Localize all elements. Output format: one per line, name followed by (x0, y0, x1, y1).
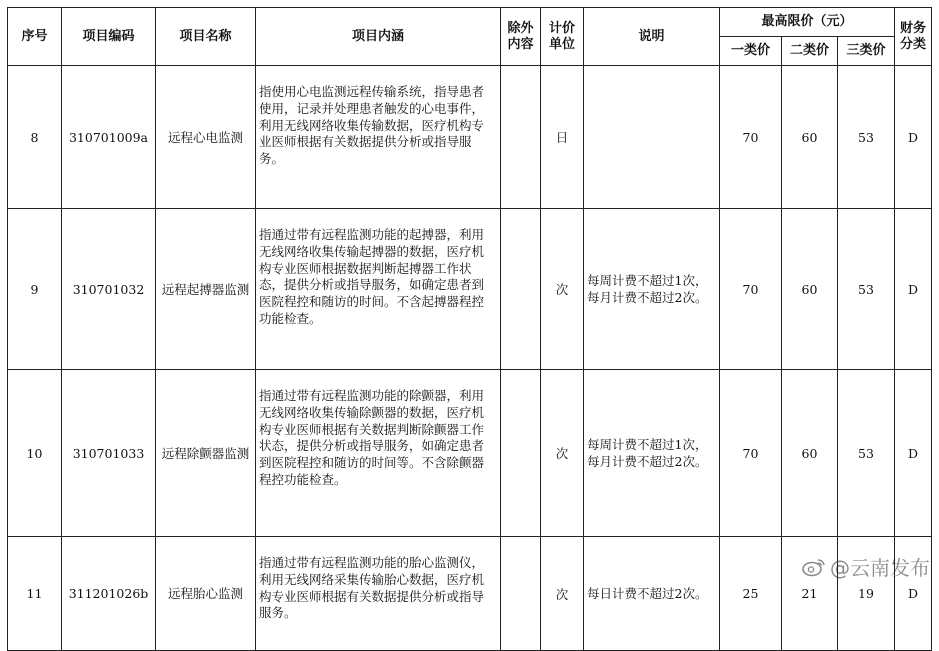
cell-note: 每周计费不超过1次，每月计费不超过2次。 (584, 209, 720, 370)
cell-code: 310701032 (62, 209, 156, 370)
cell-finance: D (895, 537, 932, 651)
cell-class2: 60 (782, 209, 838, 370)
cell-class3: 53 (838, 370, 895, 537)
table-row (8, 370, 932, 537)
cell-excluded (501, 209, 541, 370)
cell-class2: 21 (782, 537, 838, 651)
cell-content: 指使用心电监测远程传输系统，指导患者使用，记录并处理患者触发的心电事件，利用无线网络收集传输数据，医疗机构专业医师根据有关数据提供分析或指导服务。 (256, 66, 501, 209)
cell-content: 指通过带有远程监测功能的除颤器，利用无线网络收集传输除颤器的数据，医疗机构专业医师根据有关数据判断除颤器工作状态，提供分析或指导服务，如确定患者到医院程控和随访的时间等。不含除颤器程控功能检查。 (256, 370, 501, 537)
cell-note (584, 66, 720, 209)
cell-class2: 60 (782, 370, 838, 537)
header-content: 项目内涵 (256, 8, 501, 66)
header-class2: 二类价 (782, 37, 838, 66)
cell-unit: 日 (541, 66, 584, 209)
header-row-1 (8, 8, 932, 37)
cell-content: 指通过带有远程监测功能的起搏器，利用无线网络收集传输起搏器的数据，医疗机构专业医师根据数据判断起搏器工作状态，提供分析或指导服务，如确定患者到医院程控和随访的时间。不含起搏器程控功能检查。 (256, 209, 501, 370)
cell-class3: 19 (838, 537, 895, 651)
cell-excluded (501, 370, 541, 537)
cell-class2: 60 (782, 66, 838, 209)
cell-name: 远程除颤器监测 (156, 370, 256, 537)
header-note: 说明 (584, 8, 720, 66)
header-code: 项目编码 (62, 8, 156, 66)
cell-seq: 11 (8, 537, 62, 651)
cell-unit: 次 (541, 209, 584, 370)
watermark-text: @云南发布 (830, 556, 930, 580)
price-table-container (7, 7, 931, 651)
cell-class1: 70 (720, 209, 782, 370)
cell-excluded (501, 537, 541, 651)
cell-name: 远程心电监测 (156, 66, 256, 209)
cell-class1: 70 (720, 370, 782, 537)
cell-class1: 70 (720, 66, 782, 209)
cell-unit: 次 (541, 537, 584, 651)
cell-finance: D (895, 66, 932, 209)
header-name: 项目名称 (156, 8, 256, 66)
cell-code: 310701009a (62, 66, 156, 209)
header-excluded: 除外内容 (501, 8, 541, 66)
cell-class1: 25 (720, 537, 782, 651)
header-class3: 三类价 (838, 37, 895, 66)
cell-seq: 10 (8, 370, 62, 537)
table-row (8, 209, 932, 370)
cell-excluded (501, 66, 541, 209)
cell-class3: 53 (838, 66, 895, 209)
cell-name: 远程胎心监测 (156, 537, 256, 651)
watermark (802, 552, 930, 581)
cell-note: 每周计费不超过1次，每月计费不超过2次。 (584, 370, 720, 537)
cell-code: 310701033 (62, 370, 156, 537)
header-finance: 财务分类 (895, 8, 932, 66)
cell-content: 指通过带有远程监测功能的胎心监测仪，利用无线网络采集传输胎心数据，医疗机构专业医师根据有关数据提供分析或指导服务。 (256, 537, 501, 651)
cell-note: 每日计费不超过2次。 (584, 537, 720, 651)
price-table (7, 7, 932, 651)
header-seq: 序号 (8, 8, 62, 66)
header-max-price: 最高限价（元） (720, 8, 895, 37)
cell-name: 远程起搏器监测 (156, 209, 256, 370)
cell-unit: 次 (541, 370, 584, 537)
header-unit: 计价单位 (541, 8, 584, 66)
cell-finance: D (895, 209, 932, 370)
table-row (8, 66, 932, 209)
table-row (8, 537, 932, 651)
cell-code: 311201026b (62, 537, 156, 651)
cell-class3: 53 (838, 209, 895, 370)
header-class1: 一类价 (720, 37, 782, 66)
cell-seq: 8 (8, 66, 62, 209)
weibo-icon (802, 557, 826, 577)
cell-seq: 9 (8, 209, 62, 370)
cell-finance: D (895, 370, 932, 537)
